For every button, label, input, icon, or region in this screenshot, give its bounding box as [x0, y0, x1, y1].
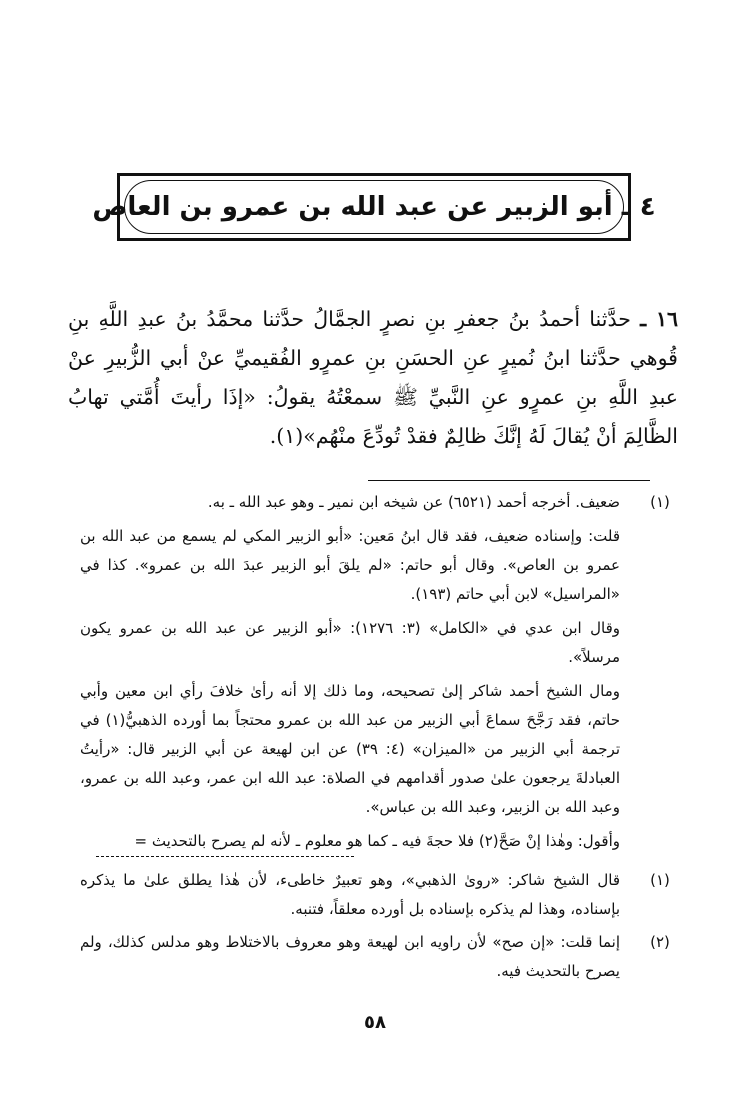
subnote-separator [96, 856, 354, 857]
hadith-number: ١٦ ـ [640, 307, 678, 331]
footnote-body [80, 488, 620, 856]
subnote-text: قال الشيخ شاكر: «روىٰ الذهبي»، وهو تعبيرٌ خاطىء، لأن هٰذا يطلق علىٰ ما يذكره بإسناده، وهذا لم يذكره بإسناده بل أورده معلقاً، فتنبه. [80, 871, 620, 918]
footnote [80, 488, 680, 856]
footnote-marker: (١) [650, 493, 670, 511]
footnote-paragraph: ومال الشيخ أحمد شاكر إلىٰ تصحيحه، وما ذلك إلا أنه رأىٰ خلافَ رأي ابن معين وأبي حاتم، فقد رَجَّحَ سماعَ أبي الزبير من عبد الله بن عمرو محتجاً بما أورده الذهبيُّ(١) في ترجمة أبي الزبير من «الميزان» (٤: ٣٩) عن ابن لهيعة عن أبي الزبير قال: «رأيتُ العبادلةَ يرجعون علىٰ صدور أقدامهم في الصلاة: عبد الله ابن عمر، وعبد الله بن عمرو، وعبد الله بن الزبير، وعبد الله بن عباس». [80, 682, 620, 816]
subnote-marker: (١) [650, 871, 670, 889]
hadith-text: حدَّثنا أحمدُ بنُ جعفرِ بنِ نصرٍ الجمَّالُ حدَّثنا محمَّدُ بنُ عبدِ اللَّهِ بنِ قُوهي حدَّثنا ابنُ نُميرٍ عنِ الحسَنِ بنِ عمرٍو الفُقيميِّ عنْ أبي الزُّبيرِ عنْ عبدِ اللَّهِ بنِ عمرٍو عنِ النَّبيِّ ﷺ سمعْتُهُ يقولُ: «إذَا رأيتَ أُمَّتي تهابُ الظَّالِمَ أنْ يُقالَ لَهُ إنَّكَ ظالِمٌ فقدْ تُودِّعَ منْهُم»(١). [68, 307, 678, 448]
chapter-title: ٤ ـ أبو الزبير عن عبد الله بن عمرو بن العاص [92, 192, 656, 222]
hadith-block [68, 300, 678, 456]
subnote-text: إنما قلت: «إن صح» لأن راويه ابن لهيعة وهو معروف بالاختلاط وهو مدلس كذلك، ولم يصرح بالتحديث فيه. [80, 933, 620, 980]
page-number: ٥٨ [364, 1012, 386, 1033]
subnote [80, 866, 680, 924]
subnote [80, 928, 680, 986]
chapter-heading [92, 180, 656, 234]
footnote-paragraph: وأقول: وهٰذا إنْ صَحَّ(٢) فلا حجةَ فيه ـ كما هو معلوم ـ لأنه لم يصرح بالتحديث = [134, 832, 620, 850]
footnote-paragraph: ضعيف. أخرجه أحمد (٦٥٢١) عن شيخه ابن نمير ـ وهو عبد الله ـ به. [207, 493, 620, 511]
subnote-marker: (٢) [650, 933, 670, 951]
footnote-separator [368, 480, 650, 481]
footnote-paragraph: قلت: وإسناده ضعيف، فقد قال ابنُ مَعين: «أبو الزبير المكي لم يسمع من عبد الله بن عمرو بن العاص». وقال أبو حاتم: «لم يلقَ أبو الزبير عبدَ الله بن عمرو». كذا في «المراسيل» لابن أبي حاتم (١٩٣). [80, 527, 620, 603]
footnote-paragraph: وقال ابن عدي في «الكامل» (٣: ١٢٧٦): «أبو الزبير عن عبد الله بن عمرو يكون مرسلاً». [80, 619, 621, 666]
